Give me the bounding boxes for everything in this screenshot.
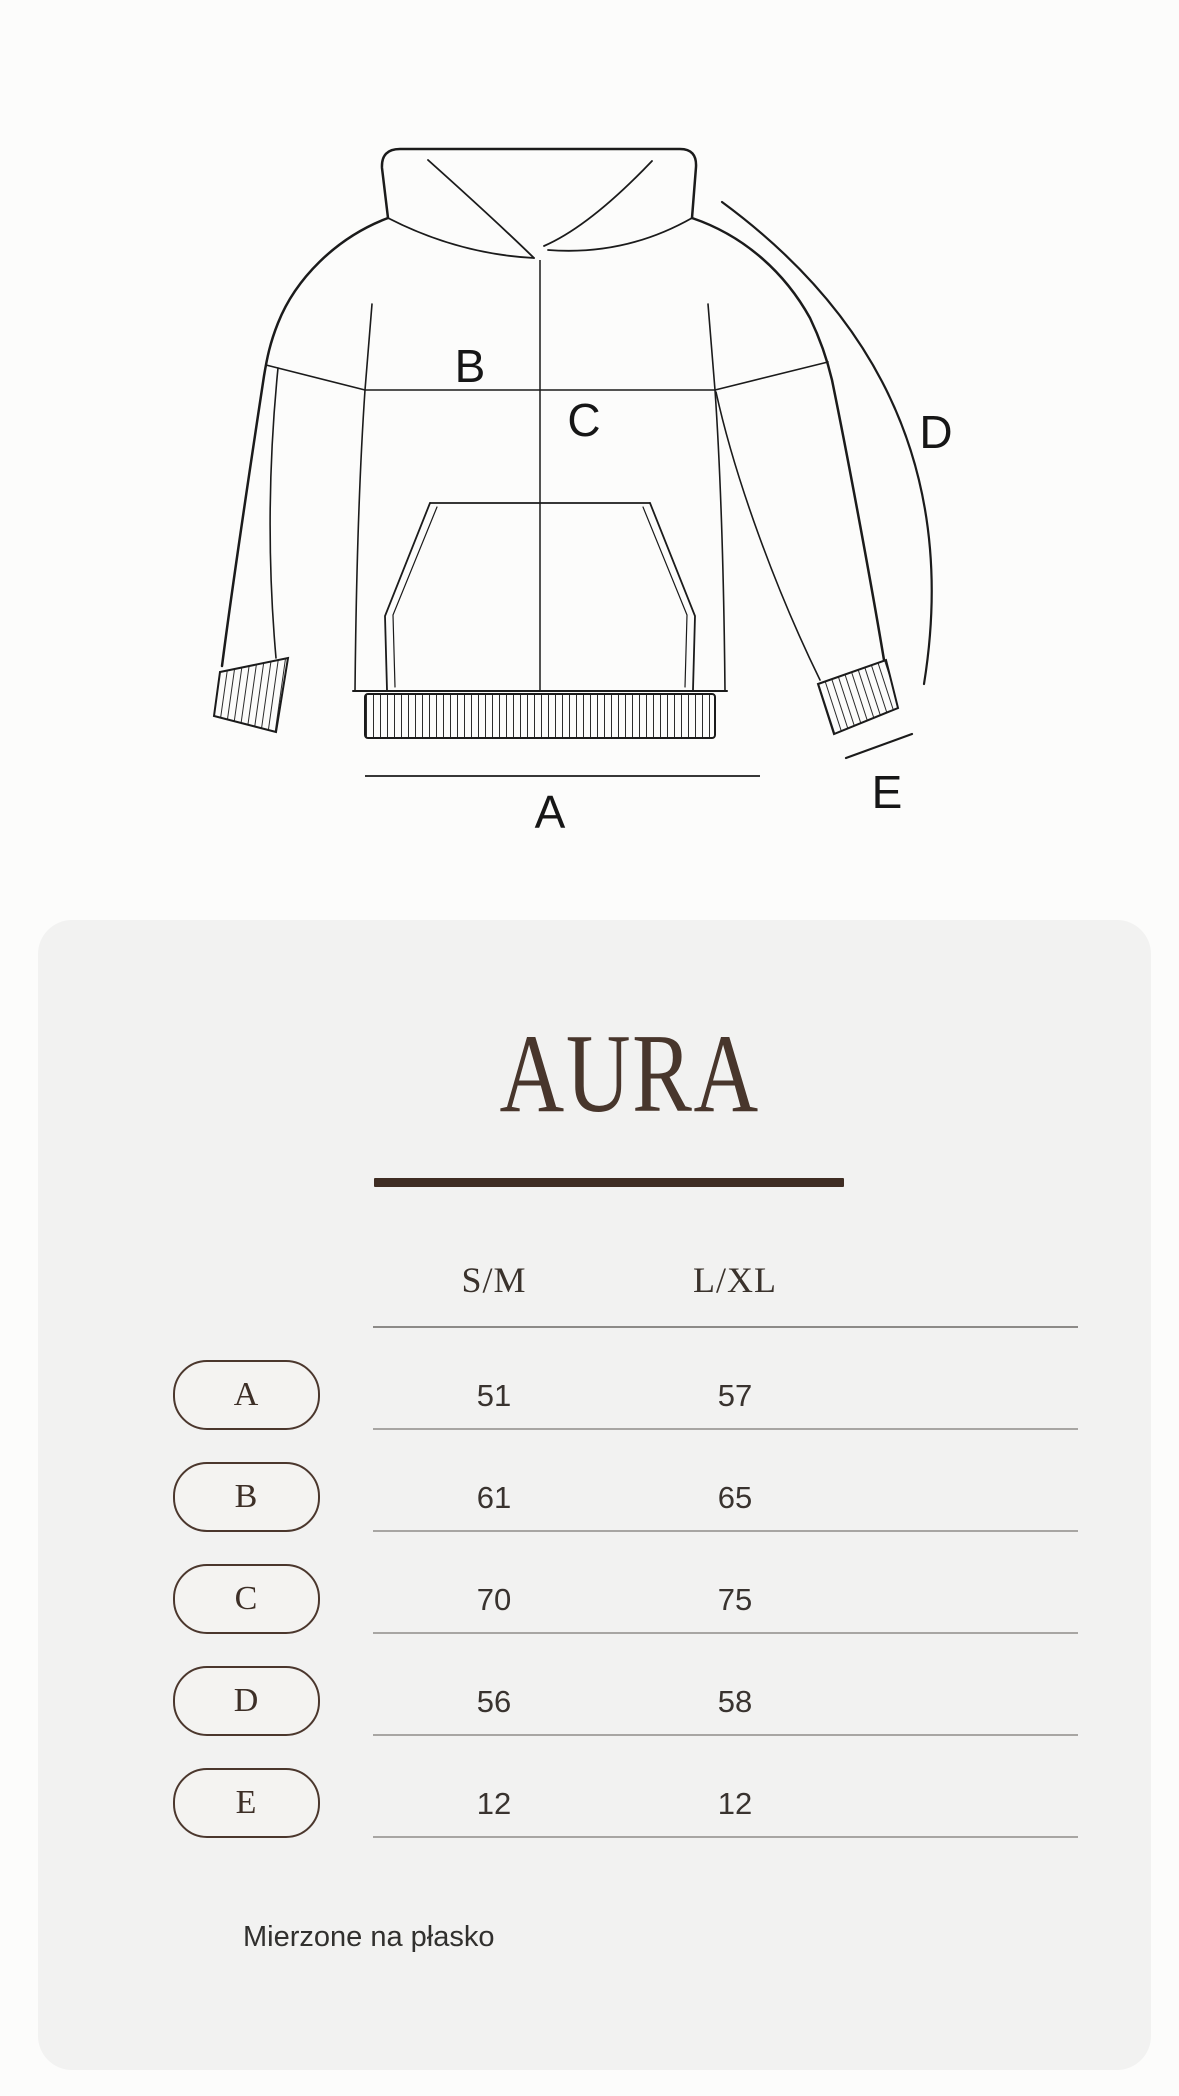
left-cuff: [214, 658, 288, 732]
size-chart-card: [38, 920, 1151, 2070]
row-label-pill-d: [173, 1666, 320, 1736]
cuff-dimension-line: [846, 734, 912, 758]
row-label-pill-a: [173, 1360, 320, 1430]
column-header-sm: S/M: [461, 1260, 527, 1300]
row-divider: [373, 1632, 1078, 1634]
hem-band: [365, 694, 715, 738]
header-divider: [373, 1326, 1078, 1328]
title-underline: [374, 1178, 844, 1187]
right-cuff: [818, 660, 898, 734]
measure-label-d: D: [919, 406, 953, 458]
column-header-lxl: L/XL: [693, 1260, 777, 1300]
row-label-c: C: [234, 1580, 259, 1617]
row-label-d: D: [233, 1682, 260, 1719]
value-b-sm: 61: [476, 1480, 512, 1515]
value-c-sm: 70: [476, 1582, 512, 1617]
row-divider: [373, 1530, 1078, 1532]
row-label-a: A: [233, 1376, 260, 1413]
right-sleeve: [692, 218, 884, 680]
hood-outline: [382, 149, 696, 218]
row-divider: [373, 1734, 1078, 1736]
product-title: AURA: [499, 1012, 760, 1136]
row-label-b: B: [234, 1478, 259, 1515]
measure-label-c: C: [567, 394, 601, 446]
value-a-sm: 51: [476, 1378, 512, 1413]
left-sleeve: [222, 218, 388, 666]
value-e-lxl: 12: [717, 1786, 753, 1821]
measure-label-a: A: [534, 786, 566, 838]
hoodie-technical-drawing: [160, 118, 970, 838]
value-e-sm: 12: [476, 1786, 512, 1821]
row-divider: [373, 1836, 1078, 1838]
value-d-lxl: 58: [717, 1684, 753, 1719]
value-c-lxl: 75: [717, 1582, 753, 1617]
measure-label-b: B: [454, 340, 486, 392]
sleeve-dimension-arc: [722, 202, 932, 684]
measurement-note: Mierzone na płasko: [243, 1921, 495, 1953]
row-divider: [373, 1428, 1078, 1430]
value-d-sm: 56: [476, 1684, 512, 1719]
row-label-pill-b: [173, 1462, 320, 1532]
value-a-lxl: 57: [717, 1378, 753, 1413]
hood-opening-lines: [388, 160, 692, 258]
row-label-pill-c: [173, 1564, 320, 1634]
row-label-e: E: [235, 1784, 258, 1821]
value-b-lxl: 65: [717, 1480, 753, 1515]
row-label-pill-e: [173, 1768, 320, 1838]
measure-label-e: E: [871, 766, 903, 818]
